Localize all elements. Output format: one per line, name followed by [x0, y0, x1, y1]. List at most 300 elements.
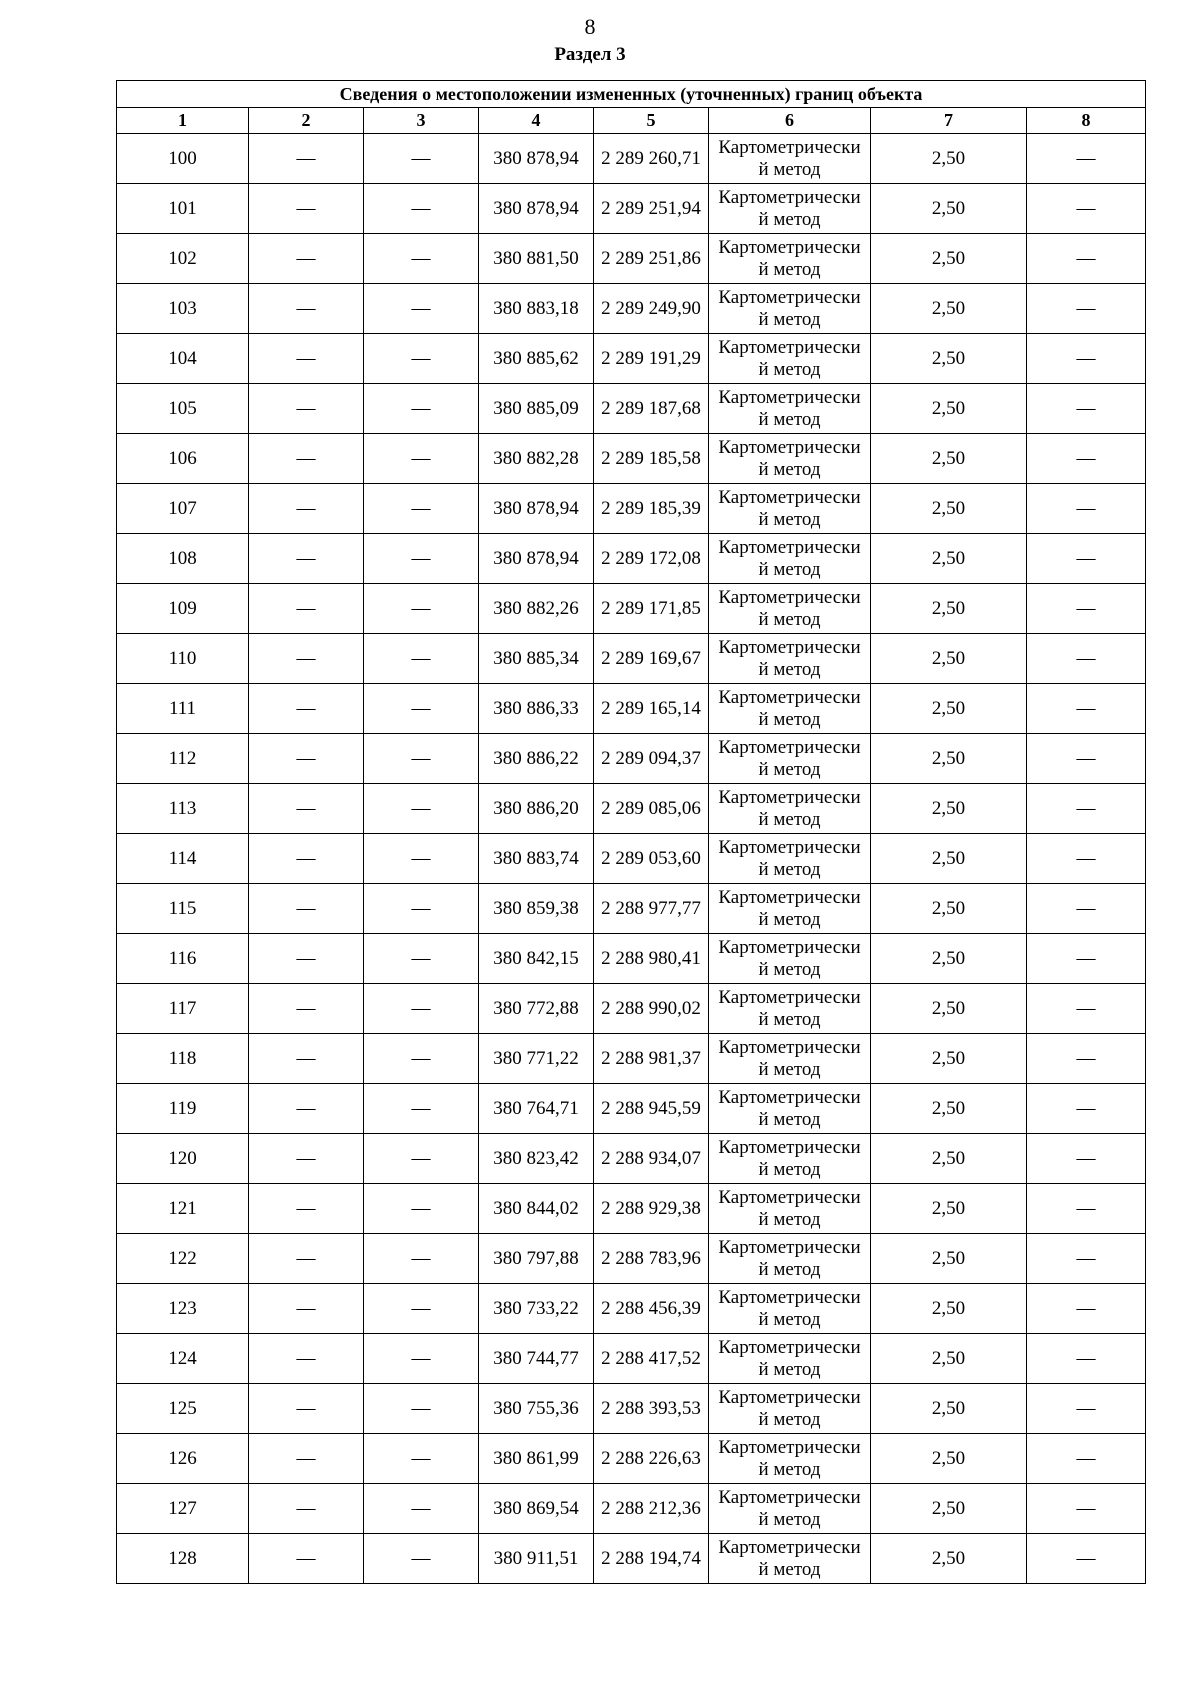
method-cell [709, 534, 871, 584]
table-row [117, 884, 1146, 934]
point-number-cell: 120 [117, 1134, 249, 1184]
column-3-dash-cell: — [364, 1184, 479, 1234]
y-coordinate-cell: 2 289 191,29 [594, 334, 709, 384]
method-text-line-2: й метод [758, 1308, 821, 1330]
y-coordinate-cell: 2 288 212,36 [594, 1484, 709, 1534]
method-text-line-2: й метод [758, 308, 821, 330]
column-8-dash-cell: — [1027, 484, 1146, 534]
column-3-dash-cell: — [364, 284, 479, 334]
x-coordinate-cell: 380 883,74 [479, 834, 594, 884]
column-8-dash-cell: — [1027, 1384, 1146, 1434]
method-cell [709, 834, 871, 884]
column-8-dash-cell: — [1027, 1334, 1146, 1384]
x-coordinate-cell: 380 823,42 [479, 1134, 594, 1184]
method-text-line-2: й метод [758, 208, 821, 230]
column-2-dash-cell: — [249, 684, 364, 734]
column-2-dash-cell: — [249, 434, 364, 484]
column-2-dash-cell: — [249, 384, 364, 434]
method-cell [709, 784, 871, 834]
method-text-line-1: Картометрически [718, 136, 861, 158]
x-coordinate-cell: 380 885,09 [479, 384, 594, 434]
method-text-line-2: й метод [758, 1458, 821, 1480]
y-coordinate-cell: 2 288 990,02 [594, 984, 709, 1034]
column-3-dash-cell: — [364, 984, 479, 1034]
method-text-line-2: й метод [758, 1058, 821, 1080]
x-coordinate-cell: 380 885,34 [479, 634, 594, 684]
column-number-row [117, 108, 1146, 134]
method-cell [709, 1334, 871, 1384]
column-3-dash-cell: — [364, 184, 479, 234]
column-3-dash-cell: — [364, 584, 479, 634]
method-text-line-1: Картометрически [718, 436, 861, 458]
y-coordinate-cell: 2 289 171,85 [594, 584, 709, 634]
method-text-line-2: й метод [758, 708, 821, 730]
column-3-dash-cell: — [364, 134, 479, 184]
column-3-dash-cell: — [364, 1434, 479, 1484]
method-text-line-2: й метод [758, 608, 821, 630]
x-coordinate-cell: 380 886,20 [479, 784, 594, 834]
method-text-line-2: й метод [758, 358, 821, 380]
column-3-dash-cell: — [364, 1384, 479, 1434]
column-8-dash-cell: — [1027, 684, 1146, 734]
method-text-line-1: Картометрически [718, 586, 861, 608]
column-8-dash-cell: — [1027, 1434, 1146, 1484]
column-8-dash-cell: — [1027, 1534, 1146, 1584]
method-cell [709, 234, 871, 284]
column-3-dash-cell: — [364, 734, 479, 784]
method-cell [709, 484, 871, 534]
table-row [117, 1084, 1146, 1134]
table-body [117, 134, 1146, 1584]
table-row [117, 284, 1146, 334]
column-8-dash-cell: — [1027, 284, 1146, 334]
y-coordinate-cell: 2 289 085,06 [594, 784, 709, 834]
method-text-line-1: Картометрически [718, 636, 861, 658]
method-text-line-1: Картометрически [718, 286, 861, 308]
column-3-dash-cell: — [364, 1134, 479, 1184]
x-coordinate-cell: 380 764,71 [479, 1084, 594, 1134]
point-number-cell: 121 [117, 1184, 249, 1234]
method-cell [709, 434, 871, 484]
accuracy-cell: 2,50 [871, 384, 1027, 434]
column-3-dash-cell: — [364, 484, 479, 534]
table-row [117, 1234, 1146, 1284]
column-2-dash-cell: — [249, 1534, 364, 1584]
accuracy-cell: 2,50 [871, 1434, 1027, 1484]
method-text-line-2: й метод [758, 458, 821, 480]
x-coordinate-cell: 380 878,94 [479, 184, 594, 234]
method-cell [709, 284, 871, 334]
column-8-dash-cell: — [1027, 584, 1146, 634]
column-2-dash-cell: — [249, 134, 364, 184]
column-8-dash-cell: — [1027, 784, 1146, 834]
point-number-cell: 100 [117, 134, 249, 184]
y-coordinate-cell: 2 289 053,60 [594, 834, 709, 884]
method-text-line-1: Картометрически [718, 1486, 861, 1508]
method-text-line-2: й метод [758, 1508, 821, 1530]
column-8-dash-cell: — [1027, 884, 1146, 934]
accuracy-cell: 2,50 [871, 1534, 1027, 1584]
method-cell [709, 1434, 871, 1484]
column-3-dash-cell: — [364, 634, 479, 684]
y-coordinate-cell: 2 288 980,41 [594, 934, 709, 984]
point-number-cell: 112 [117, 734, 249, 784]
accuracy-cell: 2,50 [871, 184, 1027, 234]
x-coordinate-cell: 380 869,54 [479, 1484, 594, 1534]
y-coordinate-cell: 2 289 169,67 [594, 634, 709, 684]
accuracy-cell: 2,50 [871, 434, 1027, 484]
method-text-line-1: Картометрически [718, 686, 861, 708]
point-number-cell: 103 [117, 284, 249, 334]
method-cell [709, 984, 871, 1034]
column-2-dash-cell: — [249, 734, 364, 784]
column-2-dash-cell: — [249, 284, 364, 334]
y-coordinate-cell: 2 288 977,77 [594, 884, 709, 934]
point-number-cell: 102 [117, 234, 249, 284]
accuracy-cell: 2,50 [871, 1134, 1027, 1184]
method-text-line-1: Картометрически [718, 536, 861, 558]
point-number-cell: 113 [117, 784, 249, 834]
column-8-dash-cell: — [1027, 534, 1146, 584]
table-caption: Сведения о местоположении измененных (уточненных) границ объекта [117, 81, 1146, 108]
method-cell [709, 934, 871, 984]
boundary-coordinates-table [116, 80, 1146, 1584]
table-row [117, 784, 1146, 834]
method-text-line-2: й метод [758, 258, 821, 280]
accuracy-cell: 2,50 [871, 284, 1027, 334]
column-number-4: 4 [479, 108, 594, 134]
method-text-line-2: й метод [758, 1358, 821, 1380]
method-cell [709, 1134, 871, 1184]
accuracy-cell: 2,50 [871, 634, 1027, 684]
y-coordinate-cell: 2 289 187,68 [594, 384, 709, 434]
table-row [117, 184, 1146, 234]
method-text-line-1: Картометрически [718, 1136, 861, 1158]
method-cell [709, 1234, 871, 1284]
column-2-dash-cell: — [249, 784, 364, 834]
column-8-dash-cell: — [1027, 1484, 1146, 1534]
method-cell [709, 1084, 871, 1134]
accuracy-cell: 2,50 [871, 784, 1027, 834]
column-8-dash-cell: — [1027, 1184, 1146, 1234]
method-text-line-2: й метод [758, 408, 821, 430]
column-2-dash-cell: — [249, 1334, 364, 1384]
method-text-line-2: й метод [758, 1208, 821, 1230]
column-3-dash-cell: — [364, 534, 479, 584]
x-coordinate-cell: 380 797,88 [479, 1234, 594, 1284]
column-3-dash-cell: — [364, 1484, 479, 1534]
method-text-line-1: Картометрически [718, 1386, 861, 1408]
y-coordinate-cell: 2 288 934,07 [594, 1134, 709, 1184]
method-text-line-1: Картометрически [718, 736, 861, 758]
column-2-dash-cell: — [249, 1234, 364, 1284]
method-text-line-1: Картометрически [718, 1086, 861, 1108]
accuracy-cell: 2,50 [871, 1484, 1027, 1534]
method-text-line-1: Картометрически [718, 336, 861, 358]
x-coordinate-cell: 380 878,94 [479, 534, 594, 584]
y-coordinate-cell: 2 288 783,96 [594, 1234, 709, 1284]
method-cell [709, 884, 871, 934]
accuracy-cell: 2,50 [871, 484, 1027, 534]
column-2-dash-cell: — [249, 1434, 364, 1484]
point-number-cell: 117 [117, 984, 249, 1034]
table-row [117, 134, 1146, 184]
table-row [117, 1334, 1146, 1384]
accuracy-cell: 2,50 [871, 334, 1027, 384]
y-coordinate-cell: 2 289 251,86 [594, 234, 709, 284]
section-title: Раздел 3 [554, 44, 626, 65]
table-row [117, 334, 1146, 384]
method-cell [709, 684, 871, 734]
x-coordinate-cell: 380 744,77 [479, 1334, 594, 1384]
table-row [117, 1484, 1146, 1534]
table-row [117, 434, 1146, 484]
method-text-line-2: й метод [758, 958, 821, 980]
accuracy-cell: 2,50 [871, 584, 1027, 634]
column-2-dash-cell: — [249, 984, 364, 1034]
column-3-dash-cell: — [364, 884, 479, 934]
accuracy-cell: 2,50 [871, 984, 1027, 1034]
accuracy-cell: 2,50 [871, 134, 1027, 184]
column-3-dash-cell: — [364, 234, 479, 284]
point-number-cell: 110 [117, 634, 249, 684]
method-text-line-1: Картометрически [718, 1036, 861, 1058]
column-3-dash-cell: — [364, 1534, 479, 1584]
point-number-cell: 125 [117, 1384, 249, 1434]
method-cell [709, 384, 871, 434]
accuracy-cell: 2,50 [871, 734, 1027, 784]
column-2-dash-cell: — [249, 234, 364, 284]
method-text-line-1: Картометрически [718, 1336, 861, 1358]
y-coordinate-cell: 2 288 945,59 [594, 1084, 709, 1134]
x-coordinate-cell: 380 771,22 [479, 1034, 594, 1084]
method-cell [709, 1034, 871, 1084]
column-2-dash-cell: — [249, 484, 364, 534]
y-coordinate-cell: 2 288 456,39 [594, 1284, 709, 1334]
y-coordinate-cell: 2 288 981,37 [594, 1034, 709, 1084]
table-row [117, 1034, 1146, 1084]
point-number-cell: 126 [117, 1434, 249, 1484]
method-text-line-2: й метод [758, 1158, 821, 1180]
table-row [117, 1384, 1146, 1434]
column-number-6: 6 [709, 108, 871, 134]
accuracy-cell: 2,50 [871, 534, 1027, 584]
method-cell [709, 184, 871, 234]
column-8-dash-cell: — [1027, 1284, 1146, 1334]
y-coordinate-cell: 2 289 165,14 [594, 684, 709, 734]
column-3-dash-cell: — [364, 834, 479, 884]
column-number-7: 7 [871, 108, 1027, 134]
method-cell [709, 1534, 871, 1584]
y-coordinate-cell: 2 289 185,58 [594, 434, 709, 484]
x-coordinate-cell: 380 886,33 [479, 684, 594, 734]
point-number-cell: 109 [117, 584, 249, 634]
method-text-line-1: Картометрически [718, 786, 861, 808]
method-text-line-1: Картометрически [718, 836, 861, 858]
column-8-dash-cell: — [1027, 1084, 1146, 1134]
method-text-line-1: Картометрически [718, 186, 861, 208]
table-row [117, 834, 1146, 884]
column-2-dash-cell: — [249, 1384, 364, 1434]
column-3-dash-cell: — [364, 684, 479, 734]
method-text-line-2: й метод [758, 808, 821, 830]
x-coordinate-cell: 380 844,02 [479, 1184, 594, 1234]
method-text-line-2: й метод [758, 508, 821, 530]
column-2-dash-cell: — [249, 1184, 364, 1234]
x-coordinate-cell: 380 878,94 [479, 484, 594, 534]
column-3-dash-cell: — [364, 384, 479, 434]
x-coordinate-cell: 380 881,50 [479, 234, 594, 284]
column-2-dash-cell: — [249, 634, 364, 684]
column-8-dash-cell: — [1027, 1134, 1146, 1184]
column-8-dash-cell: — [1027, 1034, 1146, 1084]
accuracy-cell: 2,50 [871, 1084, 1027, 1134]
table-row [117, 634, 1146, 684]
column-number-1: 1 [117, 108, 249, 134]
table-row [117, 1134, 1146, 1184]
column-3-dash-cell: — [364, 1084, 479, 1134]
method-text-line-1: Картометрически [718, 1186, 861, 1208]
x-coordinate-cell: 380 842,15 [479, 934, 594, 984]
y-coordinate-cell: 2 289 094,37 [594, 734, 709, 784]
method-cell [709, 584, 871, 634]
method-text-line-2: й метод [758, 1008, 821, 1030]
column-8-dash-cell: — [1027, 734, 1146, 784]
column-2-dash-cell: — [249, 834, 364, 884]
point-number-cell: 122 [117, 1234, 249, 1284]
table-row [117, 484, 1146, 534]
point-number-cell: 123 [117, 1284, 249, 1334]
table-row [117, 684, 1146, 734]
accuracy-cell: 2,50 [871, 1034, 1027, 1084]
column-8-dash-cell: — [1027, 984, 1146, 1034]
point-number-cell: 106 [117, 434, 249, 484]
point-number-cell: 114 [117, 834, 249, 884]
point-number-cell: 104 [117, 334, 249, 384]
point-number-cell: 127 [117, 1484, 249, 1534]
x-coordinate-cell: 380 885,62 [479, 334, 594, 384]
table-row [117, 534, 1146, 584]
column-3-dash-cell: — [364, 1334, 479, 1384]
column-2-dash-cell: — [249, 334, 364, 384]
column-number-8: 8 [1027, 108, 1146, 134]
y-coordinate-cell: 2 288 417,52 [594, 1334, 709, 1384]
accuracy-cell: 2,50 [871, 1384, 1027, 1434]
method-text-line-2: й метод [758, 158, 821, 180]
method-text-line-2: й метод [758, 858, 821, 880]
method-cell [709, 334, 871, 384]
method-text-line-1: Картометрически [718, 886, 861, 908]
column-8-dash-cell: — [1027, 384, 1146, 434]
column-3-dash-cell: — [364, 1034, 479, 1084]
x-coordinate-cell: 380 878,94 [479, 134, 594, 184]
column-8-dash-cell: — [1027, 184, 1146, 234]
point-number-cell: 115 [117, 884, 249, 934]
table-row [117, 1434, 1146, 1484]
column-2-dash-cell: — [249, 1134, 364, 1184]
column-number-2: 2 [249, 108, 364, 134]
method-text-line-1: Картометрически [718, 236, 861, 258]
x-coordinate-cell: 380 733,22 [479, 1284, 594, 1334]
column-3-dash-cell: — [364, 334, 479, 384]
y-coordinate-cell: 2 289 249,90 [594, 284, 709, 334]
column-number-5: 5 [594, 108, 709, 134]
point-number-cell: 128 [117, 1534, 249, 1584]
column-3-dash-cell: — [364, 934, 479, 984]
point-number-cell: 111 [117, 684, 249, 734]
method-cell [709, 134, 871, 184]
method-text-line-2: й метод [758, 1258, 821, 1280]
column-8-dash-cell: — [1027, 234, 1146, 284]
method-text-line-2: й метод [758, 908, 821, 930]
column-3-dash-cell: — [364, 784, 479, 834]
table-row [117, 584, 1146, 634]
table-row [117, 1534, 1146, 1584]
y-coordinate-cell: 2 288 226,63 [594, 1434, 709, 1484]
y-coordinate-cell: 2 289 260,71 [594, 134, 709, 184]
accuracy-cell: 2,50 [871, 684, 1027, 734]
method-cell [709, 1484, 871, 1534]
point-number-cell: 118 [117, 1034, 249, 1084]
x-coordinate-cell: 380 883,18 [479, 284, 594, 334]
accuracy-cell: 2,50 [871, 1334, 1027, 1384]
accuracy-cell: 2,50 [871, 1234, 1027, 1284]
x-coordinate-cell: 380 861,99 [479, 1434, 594, 1484]
accuracy-cell: 2,50 [871, 234, 1027, 284]
method-cell [709, 634, 871, 684]
column-8-dash-cell: — [1027, 334, 1146, 384]
point-number-cell: 108 [117, 534, 249, 584]
point-number-cell: 124 [117, 1334, 249, 1384]
y-coordinate-cell: 2 289 251,94 [594, 184, 709, 234]
column-2-dash-cell: — [249, 1084, 364, 1134]
column-2-dash-cell: — [249, 534, 364, 584]
y-coordinate-cell: 2 288 929,38 [594, 1184, 709, 1234]
column-2-dash-cell: — [249, 884, 364, 934]
table-row [117, 934, 1146, 984]
method-text-line-1: Картометрически [718, 986, 861, 1008]
table-row [117, 1284, 1146, 1334]
page-number: 8 [584, 14, 596, 39]
point-number-cell: 105 [117, 384, 249, 434]
method-text-line-1: Картометрически [718, 386, 861, 408]
point-number-cell: 119 [117, 1084, 249, 1134]
table-row [117, 234, 1146, 284]
x-coordinate-cell: 380 755,36 [479, 1384, 594, 1434]
accuracy-cell: 2,50 [871, 884, 1027, 934]
column-8-dash-cell: — [1027, 934, 1146, 984]
y-coordinate-cell: 2 289 185,39 [594, 484, 709, 534]
y-coordinate-cell: 2 288 393,53 [594, 1384, 709, 1434]
y-coordinate-cell: 2 288 194,74 [594, 1534, 709, 1584]
method-cell [709, 734, 871, 784]
method-cell [709, 1284, 871, 1334]
column-2-dash-cell: — [249, 1484, 364, 1534]
accuracy-cell: 2,50 [871, 834, 1027, 884]
y-coordinate-cell: 2 289 172,08 [594, 534, 709, 584]
column-2-dash-cell: — [249, 934, 364, 984]
method-text-line-1: Картометрически [718, 1436, 861, 1458]
column-8-dash-cell: — [1027, 434, 1146, 484]
method-text-line-2: й метод [758, 1558, 821, 1580]
method-cell [709, 1184, 871, 1234]
point-number-cell: 107 [117, 484, 249, 534]
method-text-line-1: Картометрически [718, 936, 861, 958]
method-text-line-2: й метод [758, 758, 821, 780]
table-row [117, 984, 1146, 1034]
column-number-3: 3 [364, 108, 479, 134]
accuracy-cell: 2,50 [871, 1184, 1027, 1234]
